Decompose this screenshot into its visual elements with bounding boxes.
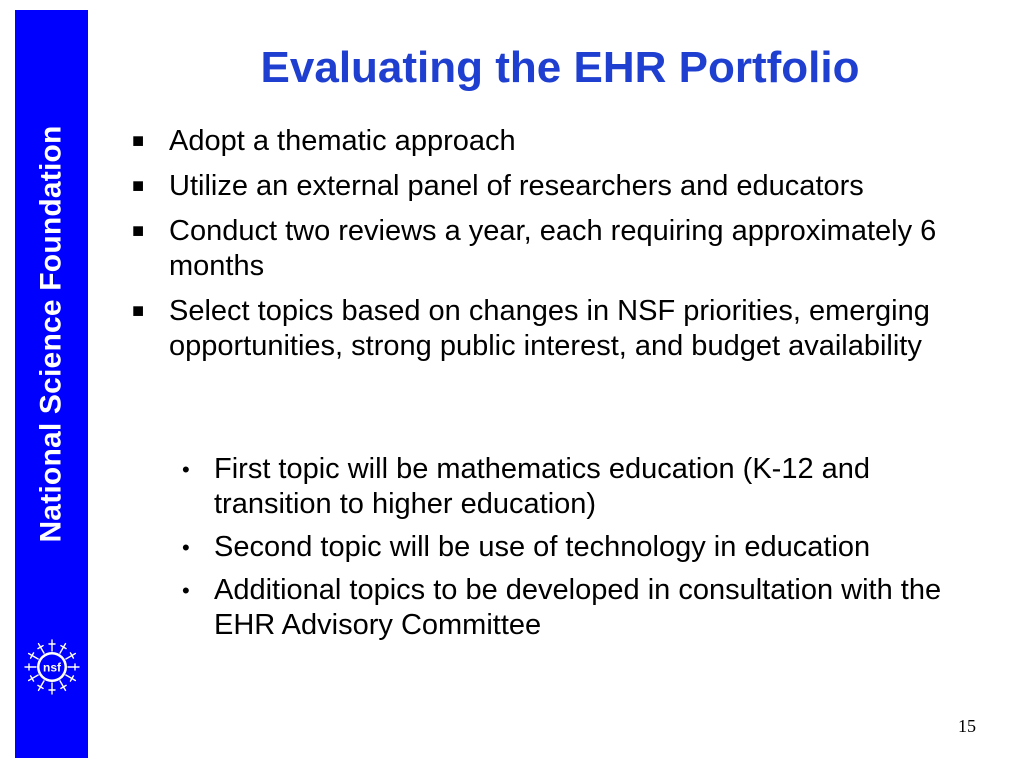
bullet-item — [132, 294, 962, 364]
sub-bullet-item — [132, 530, 962, 565]
nsf-logo-icon — [23, 638, 81, 696]
square-bullet-icon: ■ — [132, 220, 145, 242]
sub-bullet-item — [132, 573, 962, 643]
round-bullet-icon: • — [182, 457, 190, 482]
sub-bullet-item — [132, 452, 962, 522]
round-bullet-icon: • — [182, 535, 190, 560]
logo-text: nsf — [43, 660, 61, 675]
organization-name: National Science Foundation — [34, 125, 68, 543]
sub-bullet-text: Second topic will be use of technology in education — [214, 531, 871, 563]
bullet-item — [132, 169, 962, 204]
bullet-text: Select topics based on changes in NSF priorities, emerging opportunities, strong public interest, and budget availability — [169, 295, 930, 362]
square-bullet-icon: ■ — [132, 130, 145, 152]
square-bullet-icon: ■ — [132, 175, 145, 197]
slide-title: Evaluating the EHR Portfolio — [260, 43, 860, 92]
sub-bullet-text: First topic will be mathematics education (K-12 and transition to higher education) — [214, 453, 871, 520]
bullet-item — [132, 124, 962, 159]
square-bullet-icon: ■ — [132, 300, 145, 322]
bullet-item — [132, 214, 962, 284]
page-number: 15 — [958, 716, 976, 736]
sub-bullet-list — [132, 452, 962, 643]
round-bullet-icon: • — [182, 578, 190, 603]
bullet-text: Conduct two reviews a year, each requiring approximately 6 months — [169, 215, 937, 282]
sub-bullet-text: Additional topics to be developed in consultation with the EHR Advisory Committee — [214, 574, 942, 641]
bullet-text: Adopt a thematic approach — [169, 125, 516, 157]
bullet-text: Utilize an external panel of researchers and educators — [169, 170, 864, 202]
bullet-list — [132, 122, 962, 364]
sidebar — [15, 10, 88, 758]
